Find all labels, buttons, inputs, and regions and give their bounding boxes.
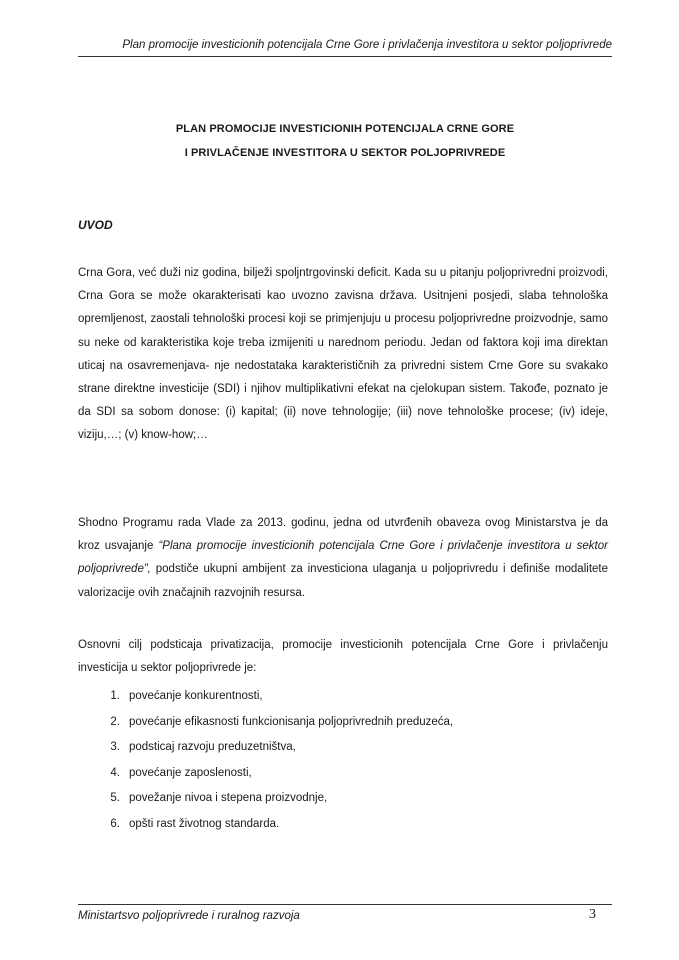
list-item: [78, 761, 608, 787]
government-program-paragraph: [78, 512, 608, 605]
list-item: [78, 735, 608, 761]
list-item: [78, 710, 608, 736]
intro-paragraph: Crna Gora, već duži niz godina, bilježi spoljntrgovinski deficit. Kada su u pitanju poljoprivredni proizvodi, Crna Gora se može okarakterisati kao uvozno zavisna država. Usitnjeni posjedi, slaba tehnološka opremljenost, zaostali tehnološki procesi koji se primjenjuju u procesu poljoprivredne proizvodnje, samo su neke od karakteristika koje treba izmijeniti u narednom periodu. Jedan od faktora koji ima direktan uticaj na osavremenjava- nje nedostataka karakterističnih za privredni sistem Crne Gore su svakako strane direktne investicije (SDI) i njihov multiplikativni efekat na cjelokupan sistem. Takođe, poznato je da SDI sa sobom donose: (i) kapital; (ii) nove tehnologije; (iii) nove tehnološke procese; (iv) ideje, viziju,…; (v) know-how;…: [78, 267, 608, 442]
list-item-text: podsticaj razvoju preduzetništva,: [129, 741, 296, 753]
footer-divider: [78, 904, 612, 905]
list-item-text: povežanje nivoa i stepena proizvodnje,: [129, 792, 328, 804]
goal-list: [78, 684, 608, 837]
footer-ministry: Ministartsvo poljoprivrede i ruralnog razvoja: [78, 910, 300, 922]
page-number: 3: [589, 907, 596, 922]
list-item-text: opšti rast životnog standarda.: [129, 817, 280, 830]
plan-title-quote: “Plana promocije investicionih potencijala Crne Gore i privlačenje investitora u sektor poljoprivrede”,: [78, 540, 608, 576]
list-item-number: 1.: [110, 690, 120, 702]
list-item-number: 6.: [110, 817, 120, 830]
list-item-text: povećanje konkurentnosti,: [129, 690, 263, 702]
list-item-number: 5.: [110, 792, 120, 804]
paragraph-text: podstiče ukupni ambijent za investiciona ulaganja u poljoprivredu i definiše modalitete valorizacije ovih značajnih razvojnih resursa.: [78, 563, 608, 599]
section-heading-uvod: UVOD: [78, 218, 113, 232]
document-title-line-2: I PRIVLAČENJE INVESTITORA U SEKTOR POLJOPRIVREDE: [184, 147, 506, 159]
document-title-line-1: PLAN PROMOCIJE INVESTICIONIH POTENCIJALA CRNE GORE: [175, 123, 515, 135]
list-item-number: 3.: [110, 741, 120, 753]
list-item-number: 2.: [110, 715, 120, 728]
list-item: [78, 684, 608, 710]
list-item-text: povećanje zaposlenosti,: [129, 766, 252, 779]
paragraph-text: Shodno Programu rada Vlade za 2013. godinu, jedna od utvrđenih obaveza ovog Ministarstva je da kroz usvajanje: [78, 517, 608, 553]
list-item-text: povećanje efikasnosti funkcionisanja poljoprivrednih preduzeća,: [129, 715, 454, 728]
header-divider: [78, 56, 612, 57]
goal-intro-paragraph: Osnovni cilj podsticaja privatizacija, promocije investicionih potencijala Crne Gore i privlačenju investicija u sektor poljoprivrede je:: [78, 639, 608, 675]
document-title: [78, 117, 612, 165]
list-item: [78, 786, 608, 812]
list-item: [78, 812, 608, 838]
running-header: Plan promocije investicionih potencijala Crne Gore i privlačenja investitora u sektor poljoprivrede: [122, 39, 612, 51]
list-item-number: 4.: [110, 766, 120, 779]
